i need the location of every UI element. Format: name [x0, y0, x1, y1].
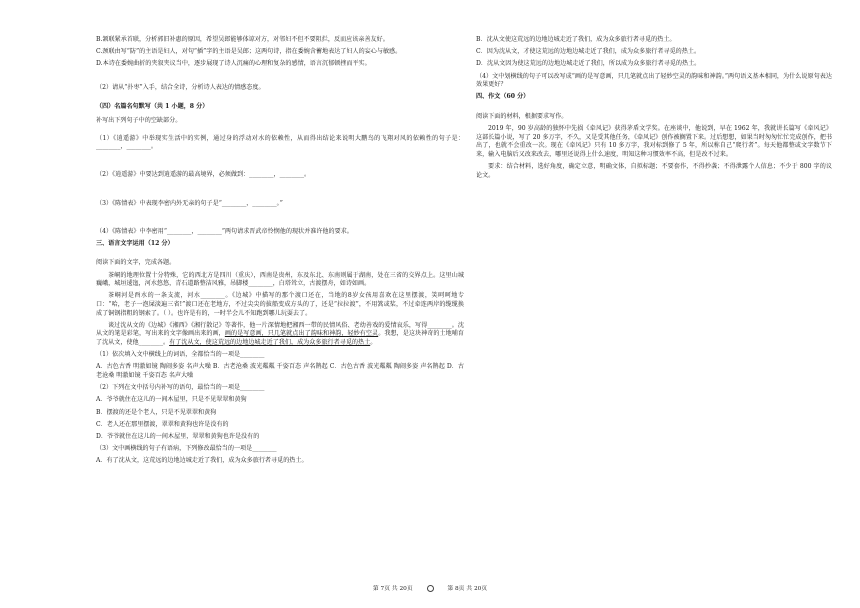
para3-end: 。 — [370, 339, 377, 346]
question-4: （4）文中划横线的句子可以改写成“画的是写意画，只几笔就点出了轻妙空灵的韵味和神韵。”两句语义基本相同，为什么说原句表达效果更好？ — [476, 72, 832, 89]
question-1-options: A．古色古香 明澈如镜 陶闹多姿 名声大噪 B．古老沧桑 波光粼粼 千姿百态 声名鹊起 C．古色古香 波光粼粼 陶闹多姿 声名鹊起 D．古老沧桑 明澈如镜 千姿百态 名声大噪 — [96, 363, 464, 379]
passage-paragraph-2: 茶峒河是酉水的一条支流，河水________。《边城》中描写的那个渡口还在，当地的8岁女孩用喜欢在这里摆渡，笑呵呵地专口：“哈，老子一泡屎淡遍三省!”渡口还在老地方，不过尖尖的拔船变成方头的了，还是“拉拉渡”，不用篙或桨，不过牵连两岸的缆缆换成了铜钢指粗的钢索了。（ ）。也许是有的，一时半会儿不知跑到哪儿玩耍去了。 — [96, 292, 464, 317]
section-4-intro: 补写出下列句子中的空缺部分。 — [96, 117, 182, 125]
section-3-heading: 三、语言文字运用（12 分） — [96, 239, 174, 247]
question-2-option-a: A．爷爷就住在这儿的一间木屋里，只是不见翠翠和黄狗 — [96, 396, 247, 404]
option-c: C.颈联由写“防”的主语是妇人，对句“插”字的主语是吴郎；这两句诗，指在委婉含蓄地表达了妇人的妄心与敏感。 — [96, 48, 402, 56]
underlined-sentence-1: 画的是写意画，只几笔就点出了韵味和神韵，轻妙有空灵 — [224, 330, 379, 338]
reading-intro: 阅读下面的文字，完成各题。 — [96, 259, 176, 267]
question-2-option-d: D．爷爷就住在这儿的一间木屋里，翠翠和黄狗也许是没有的 — [96, 432, 260, 440]
option-d: D.本诗在委婉曲折的夹叙夹议当中，逐步展现了诗人沉痛的心理和复杂的感情，语言沉郁顿挫而平实。 — [96, 60, 371, 68]
left-column — [96, 36, 464, 469]
fill-item-4: （4）《陈情表》中李密用“________，________”两句请求晋武帝怜悯他的现状并准许他的要求。 — [96, 227, 353, 235]
question-3-option-c: C．因为沈从文，才使这荒远的边地边城走近了我们，成为众多旅行者寻觅的热土。 — [476, 48, 701, 56]
question-2-poem: （2）请从“扑枣”入手，结合全诗，分析诗人表达的情感态度。 — [96, 83, 265, 91]
para3-start: 谈过沈从文的《边城》《湘西》《湘行散记》等著作，他一片深情地把湘西一带的民情风俗、老幼善戏的爱情哀乐，写得________。沈从文的笔是彩笔，写出来的文字像画出来的画， — [96, 321, 464, 338]
essay-requirements: 要求：结合材料，选好角度，确定立意，明确文体，自拟标题；不要套作，不得抄袭；不得泄露个人信息；不少于 800 字的议论文。 — [476, 163, 832, 179]
fill-item-1: （1）《逍遥游》中举现实生活中的实例，通过身的浮动对水的依赖性，从而得出结论来说明大鹏鸟的飞翔对风的依赖性的句子是：________，________。 — [96, 134, 464, 151]
question-3-option-b: B．沈从文使这荒远的边地边城走近了我们，成为众多旅行者寻觅的热土。 — [476, 36, 676, 43]
right-page-number: 第 8页 共 20页 — [447, 586, 488, 592]
essay-intro: 阅读下面的材料，根据要求写作。 — [476, 112, 568, 120]
passage-paragraph-3 — [96, 322, 464, 348]
question-3: （3）文中画横线的句子有语病，下列修改最恰当的一项是________ — [96, 445, 277, 453]
page-footer — [0, 583, 860, 592]
question-1: （1）依次填入文中横线上的词语，全都恰当的一项是________ — [96, 351, 265, 359]
question-3-option-d: D．沈从文因为使这荒远的边地边城走近了我们，所以成为众多旅行者寻觅的热土。 — [476, 60, 701, 68]
essay-material: 2019 年，90 岁高龄的独怀中先损《牵风记》获得茅盾文学奖。在座谈中，他说到，早在 1962 年，我就讲长篇写《牵风记》这部长篇小说，写了 20 多万字，不久，又是受其他任务，《牵风记》创作被搁置下来。过后想想，如果当时匆匆忙忙完成创作，把书出了，也就不会重改一次。现在《牵风记》只有 10 多万字，我对标到修了 5 年，所以称自己“爬行者”。每天他都整或文字数节下来，输入电脑后又改来改去，哪里还说得上什么速度，明知这种习惯效率不高，但是改不过来。 — [476, 125, 832, 158]
question-3-option-a: A．有了沈从文，这荒远的边地边城走近了我们，成为众多旅行者寻觅的热土。 — [96, 457, 308, 465]
underlined-sentence-2: 有了沈从文，使这荒远的边地边城走近了我们，成为众多旅行者寻觅的热土 — [169, 339, 371, 346]
option-b: B.颔联紧承首联，分析郭旧补惠的原因，希望吴郎能够体谅对方，对邻妇不但不要阻拦，反而应该亲善友好。 — [96, 36, 389, 43]
right-column — [476, 36, 832, 184]
question-2: （2）下列在文中括号内补写的语句，最恰当的一项是________ — [96, 384, 265, 392]
passage-paragraph-1: 茶峒的地理位置十分特殊，它的西北方是四川（重庆），西南是贵州，东及东北、东南则属于湖南，处在三省的交界点上。这里山城巍峨，城垣逶迤，河水悠悠，青石道路整洁风雅，吊脚楼________，白塔耸立，古渡摆舟，如诗如画。 — [96, 271, 464, 288]
question-2-option-c: C．老人还在那里摆渡，翠翠和黄狗也许是没有的 — [96, 420, 229, 428]
para3-middle: 。我想，是这块神奇的土地哺育了沈从文，使他________。 — [96, 330, 465, 346]
section-4-heading: （四）名篇名句默写（共 1 小题，8 分） — [96, 102, 209, 110]
fill-item-3: （3）《陈情表》中表现李密内外无亲的句子是“________，________。” — [96, 199, 283, 207]
question-2-option-b: B．摆渡的还是个老人，只是不见翠翠和黄狗 — [96, 408, 217, 416]
section-essay-heading: 四、作文（60 分） — [476, 93, 530, 101]
binding-circle-icon — [427, 585, 434, 592]
left-page-number: 第 7页 共 20页 — [372, 586, 413, 592]
fill-item-2: （2）《逍遥游》中要达到逍遥游的最高境界，必须做到：________，________。 — [96, 171, 311, 179]
